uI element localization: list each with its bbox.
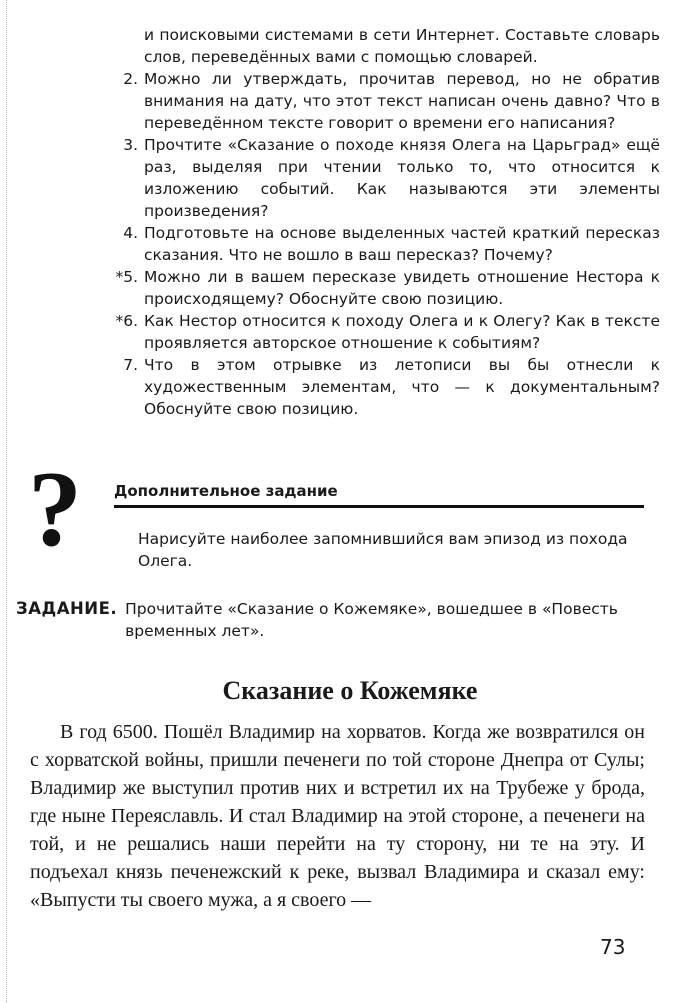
question-item — [100, 266, 660, 310]
question-number: 7. — [123, 356, 138, 374]
question-item — [100, 24, 660, 68]
question-number — [100, 24, 144, 68]
question-item — [100, 134, 660, 222]
question-text: Можно ли утверждать, прочитав перевод, но не обратив внимания на дату, что этот текст написан очень давно? Что в переведённом тексте говорит о времени его написания? — [144, 70, 660, 132]
task-text: Прочитайте «Сказание о Кожемяке», вошедшее в «Повесть временных лет». — [125, 600, 618, 640]
story-title: Сказание о Кожемяке — [222, 676, 478, 705]
story-paragraph: В год 6500. Пошёл Владимир на хорватов. Когда же возвратился он с хорватской войны, пришли печенеги по той стороне Днепра от Сулы; Владимир же выступил против них и встретил их на Трубеже у брода, где ныне Переяславль. И стал Владимир на этой стороне, а печенеги на той, и не решались наши перейти на ту сторону, ни те на эту. И подъехал князь печенежский к реке, вызвал Владимира и сказал ему: «Выпусти ты своего мужа, а я своего — — [30, 721, 645, 911]
extra-task-text: Нарисуйте наиболее запомнившийся вам эпизод из похода Олега. — [138, 530, 628, 570]
task-label: ЗАДАНИЕ. — [16, 599, 118, 618]
question-number: 2. — [123, 70, 138, 88]
question-item — [100, 68, 660, 134]
question-number: *6. — [115, 312, 138, 330]
question-text: Прочтите «Сказание о походе князя Олега на Царьград» ещё раз, выделяя при чтении только то, что относится к изложению событий. Как называются эти элементы произведения? — [144, 136, 660, 220]
task-block — [16, 598, 646, 642]
question-item — [100, 310, 660, 354]
question-text: Что в этом отрывке из летописи вы бы отнесли к художественным элементам, что — к документальным? Обоснуйте свою позицию. — [144, 356, 660, 418]
question-number: *5. — [115, 268, 138, 286]
question-text: Как Нестор относится к походу Олега и к Олегу? Как в тексте проявляется авторское отношение к событиям? — [144, 312, 660, 352]
story-body — [30, 718, 645, 914]
question-list — [100, 24, 660, 420]
question-text: и поисковыми системами в сети Интернет. Составьте словарь слов, переведённых вами с помощью словарей. — [144, 26, 660, 66]
question-number: 3. — [123, 136, 138, 154]
page-edge-line — [6, 0, 8, 1003]
question-number: 4. — [123, 224, 138, 242]
question-text: Можно ли в вашем пересказе увидеть отношение Нестора к происходящему? Обоснуйте свою позицию. — [144, 268, 660, 308]
question-item — [100, 354, 660, 420]
question-item — [100, 222, 660, 266]
page-number: 73 — [600, 935, 626, 959]
question-text: Подготовьте на основе выделенных частей краткий пересказ сказания. Что не вошло в ваш пересказ? Почему? — [144, 224, 660, 264]
extra-task-title: Дополнительное задание — [114, 482, 644, 508]
question-mark-icon: ? — [28, 450, 82, 569]
